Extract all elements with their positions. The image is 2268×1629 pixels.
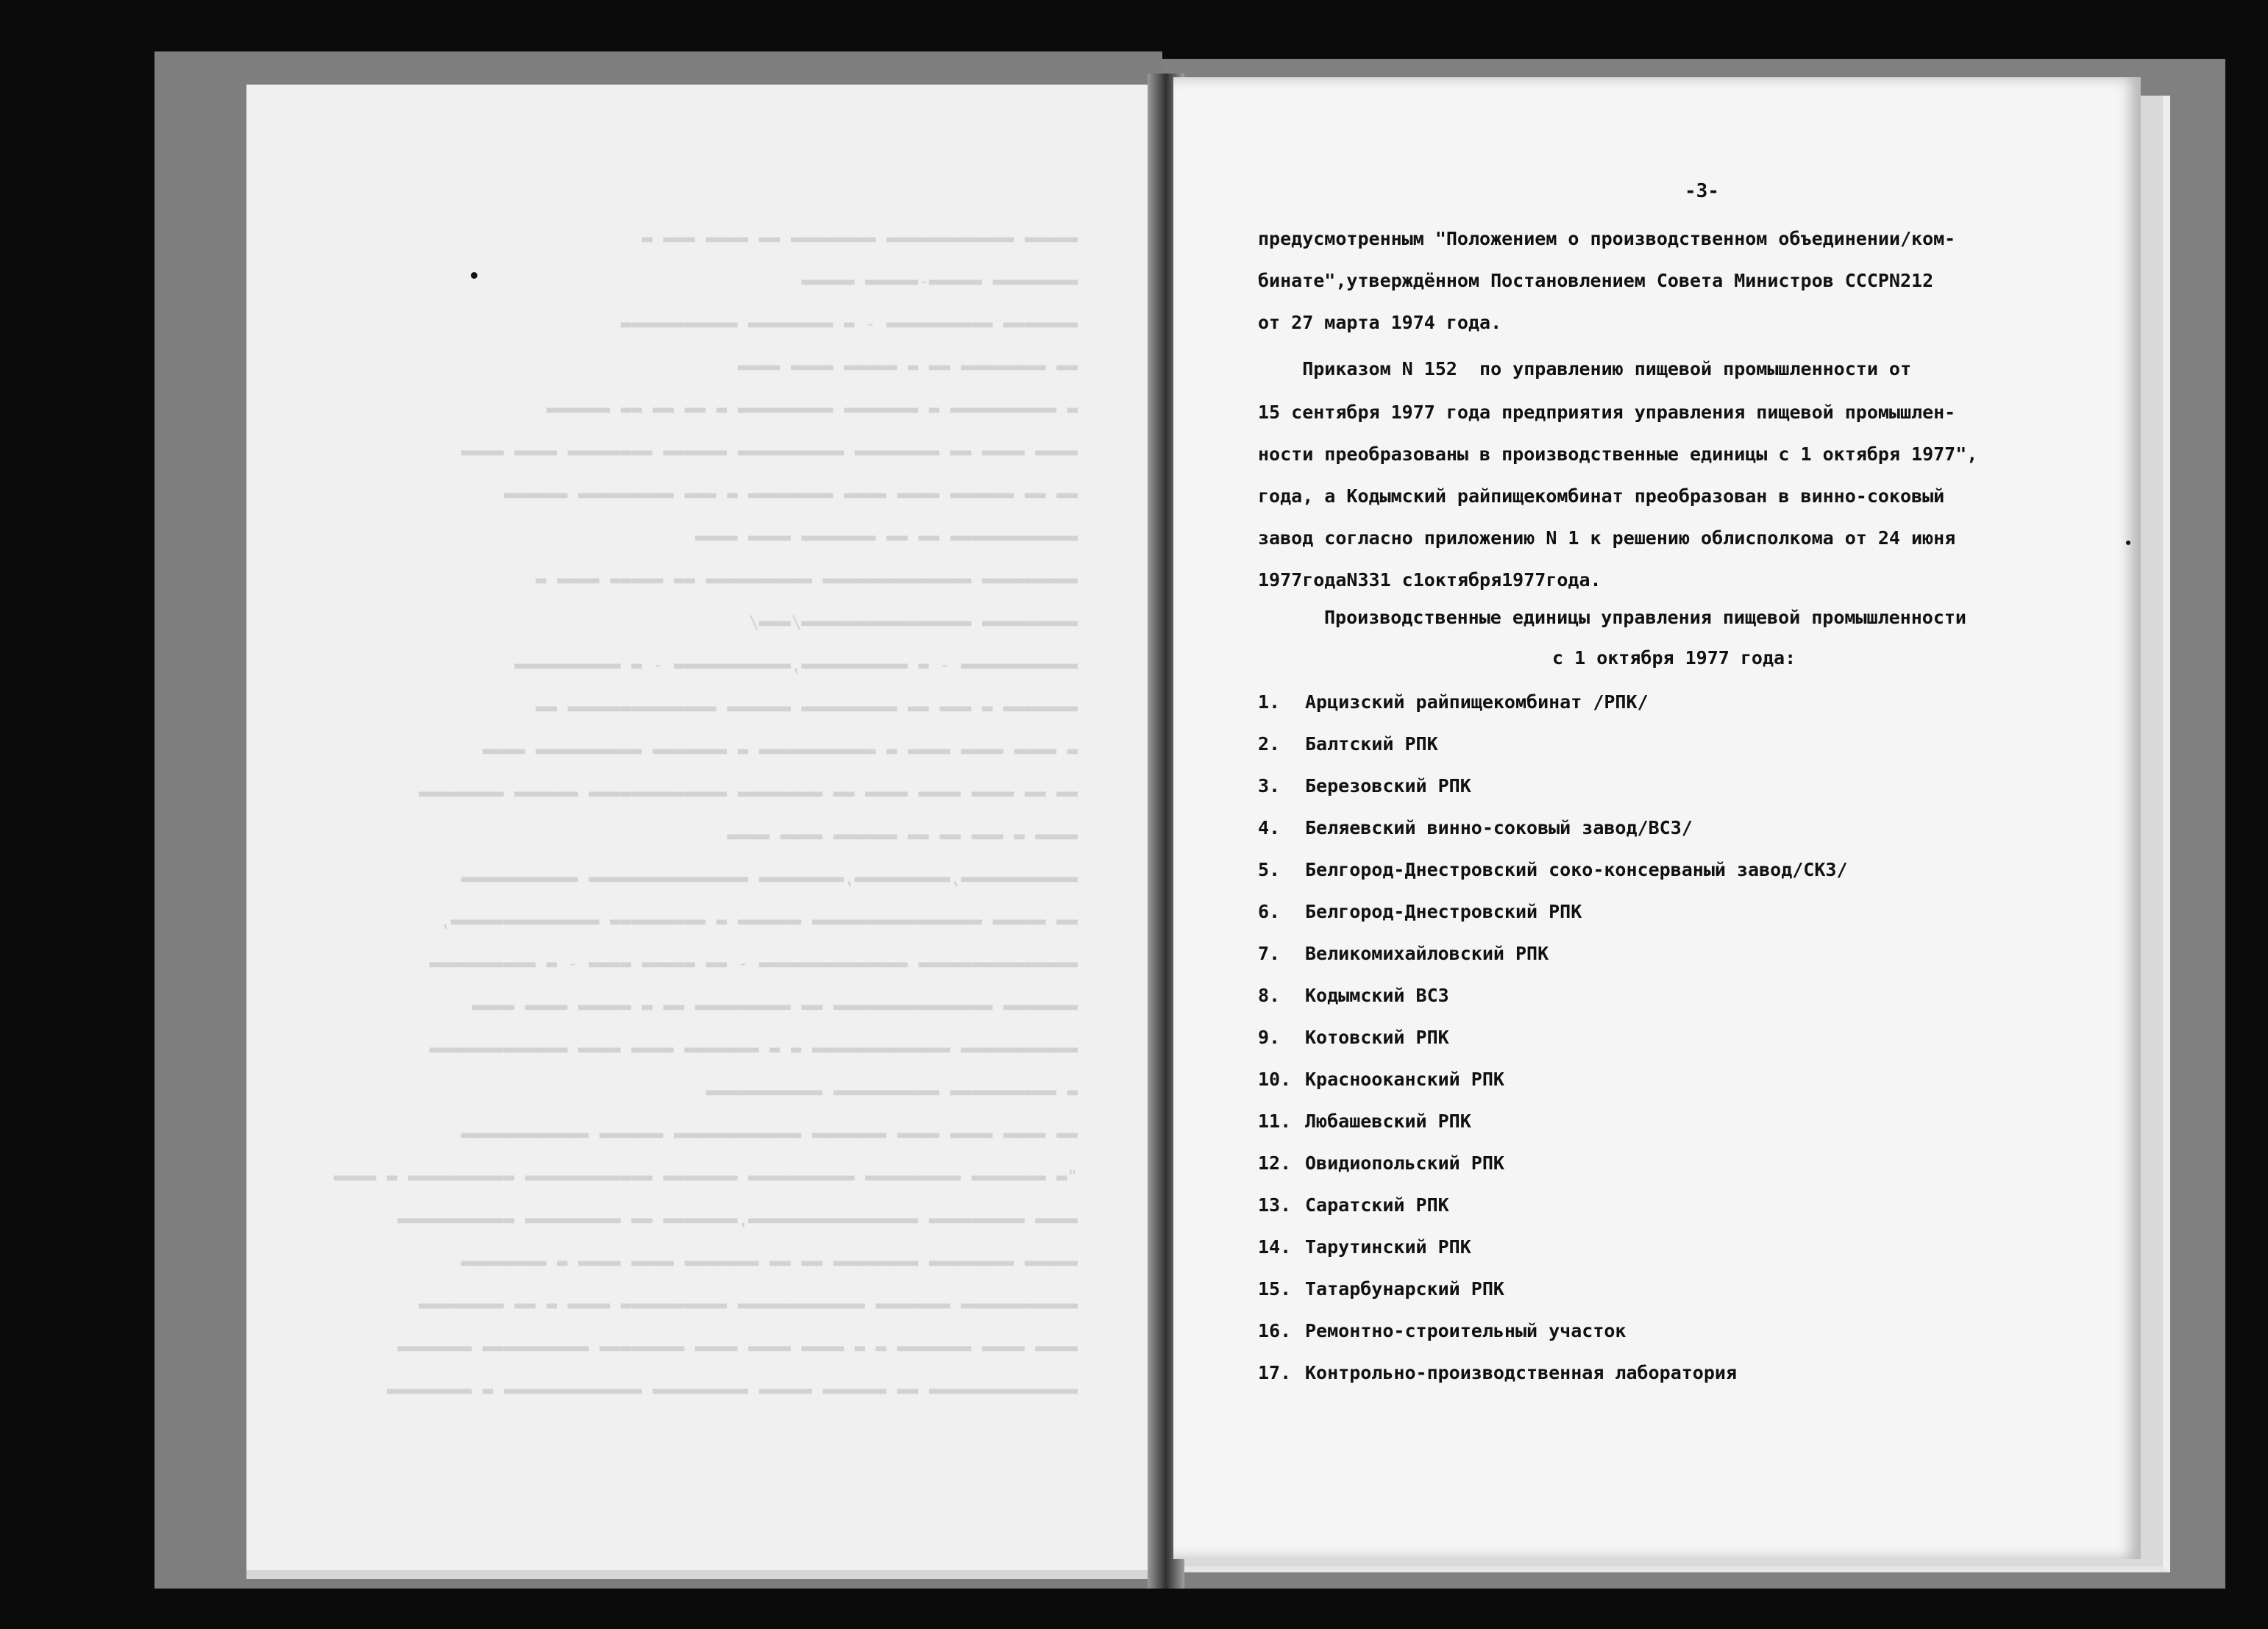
list-item bbox=[1258, 1027, 1449, 1048]
list-item-text: Котовский РПК bbox=[1305, 1027, 1449, 1048]
list-item-number: 11. bbox=[1258, 1111, 1292, 1132]
paragraph-line: бинате",утверждённом Постановлением Совета Министров СССРN212 bbox=[1258, 270, 1934, 291]
list-item-number: 2. bbox=[1258, 733, 1281, 755]
paragraph-line: предусмотренным "Положением о производственном объединении/ком- bbox=[1258, 228, 1956, 249]
list-item bbox=[1258, 1069, 1504, 1090]
list-item bbox=[1258, 817, 1693, 838]
list-item-number: 3. bbox=[1258, 775, 1281, 796]
list-item-number: 12. bbox=[1258, 1152, 1292, 1174]
list-item-text: Березовский РПК bbox=[1305, 775, 1471, 796]
paragraph-line: от 27 марта 1974 года. bbox=[1258, 312, 1502, 333]
list-item-number: 15. bbox=[1258, 1278, 1292, 1300]
list-heading: Производственные единицы управления пищевой промышленности bbox=[1324, 607, 1966, 628]
paragraph-line: ности преобразованы в производственные единицы с 1 октября 1977", bbox=[1258, 443, 1978, 465]
list-item-number: 7. bbox=[1258, 943, 1281, 964]
list-item-text: Контрольно-производственная лаборатория bbox=[1305, 1362, 1737, 1383]
list-item-number: 5. bbox=[1258, 859, 1281, 880]
right-page bbox=[1173, 77, 2141, 1559]
list-item-text: Ремонтно-строительный участок bbox=[1305, 1320, 1627, 1341]
list-item-text: Татарбунарский РПК bbox=[1305, 1278, 1504, 1300]
list-item bbox=[1258, 901, 1582, 922]
list-item-number: 4. bbox=[1258, 817, 1281, 838]
list-item-text: Тарутинский РПК bbox=[1305, 1236, 1471, 1258]
paragraph-line: завод согласно приложению N 1 к решению облисполкома от 24 июня bbox=[1258, 527, 1956, 549]
list-item bbox=[1258, 985, 1449, 1006]
list-item-text: Балтский РПК bbox=[1305, 733, 1438, 755]
list-item-text: Беляевский винно-соковый завод/ВСЗ/ bbox=[1305, 817, 1693, 838]
list-item bbox=[1258, 1362, 1737, 1383]
list-item-text: Овидиопольский РПК bbox=[1305, 1152, 1504, 1174]
list-item bbox=[1258, 1236, 1471, 1258]
list-item-number: 16. bbox=[1258, 1320, 1292, 1341]
list-item-text: Арцизский райпищекомбинат /РПК/ bbox=[1305, 691, 1649, 713]
list-item-number: 13. bbox=[1258, 1194, 1292, 1216]
list-item-text: Великомихайловский РПК bbox=[1305, 943, 1549, 964]
list-item bbox=[1258, 775, 1471, 796]
list-item-number: 8. bbox=[1258, 985, 1281, 1006]
left-page bbox=[246, 85, 1159, 1579]
ink-spot bbox=[2126, 541, 2130, 545]
list-item-number: 6. bbox=[1258, 901, 1281, 922]
paragraph-line: Приказом N 152 по управлению пищевой промышленности от bbox=[1258, 358, 1912, 379]
paragraph-line: 1977годаN331 с1октября1977года. bbox=[1258, 569, 1602, 591]
list-item bbox=[1258, 1320, 1627, 1341]
list-item bbox=[1258, 943, 1549, 964]
list-item bbox=[1258, 691, 1649, 713]
bleed-through-text: ▬▬▬▬▬ ▬▬▬▬▬▬▬▬▬▬▬▬ ▬▬▬▬▬▬▬▬ ▬▬ ▬▬▬▬ ▬▬▬ ▬ ▬▬▬▬▬▬▬▬ ▬▬▬▬▬-▬▬▬▬▬ ▬▬▬▬▬ ▬▬▬▬▬▬▬ ▬▬▬▬▬▬▬▬▬▬ - ▬ ▬▬▬▬▬▬▬▬ ▬▬▬▬▬▬▬▬▬▬▬ ▬▬ ▬▬▬▬▬▬▬▬ ▬▬ ▬ ▬▬▬▬▬ ▬▬▬▬ ▬▬▬▬ ▬ ▬▬▬▬▬▬▬▬▬▬ ▬ ▬▬▬▬▬▬▬ ▬▬▬▬▬▬▬▬▬ ▬ ▬▬ ▬▬ ▬▬ ▬▬▬▬▬▬ ▬▬▬▬ ▬▬▬▬ ▬▬ ▬▬▬▬▬▬▬▬ ▬▬▬▬▬▬▬▬▬▬ ▬▬▬▬▬▬ ▬▬▬▬▬▬▬▬ ▬▬▬▬ ▬▬▬▬ ▬▬ ▬▬ ▬▬▬▬▬▬ ▬▬▬▬ ▬▬▬▬ ▬▬▬▬▬▬▬▬ ▬ ▬▬▬ ▬▬▬▬▬▬▬▬▬ ▬▬▬▬▬▬ ▬▬▬▬▬▬▬▬▬▬▬▬ ▬▬ ▬▬ ▬▬▬▬▬▬▬ ▬▬▬▬ ▬▬▬▬ ▬▬▬▬▬▬▬▬▬ ▬▬▬▬▬▬▬▬▬▬▬▬▬▬ ▬▬▬▬▬▬▬▬▬▬ ▬▬ ▬▬▬▬▬ ▬▬▬▬ ▬ ▬▬▬▬▬▬▬▬▬ ▬▬▬▬▬▬▬▬▬▬▬▬▬▬▬▬/▬▬▬/ ▬▬▬▬▬▬▬▬▬▬▬ - ▬ ▬▬▬▬▬▬▬▬▬▬,▬▬▬▬▬▬▬▬▬▬▬ - ▬ ▬▬▬▬▬▬▬▬▬▬ ▬▬▬▬▬▬▬ ▬ ▬▬▬ ▬▬ ▬▬▬▬▬▬▬▬▬ ▬▬▬▬▬▬ ▬▬▬▬▬▬▬▬▬▬▬▬▬▬ ▬▬ ▬ ▬▬▬▬ ▬▬▬▬ ▬▬▬▬ ▬ ▬▬▬▬▬▬▬▬▬▬▬ ▬ ▬▬▬▬▬▬▬ ▬▬▬▬▬▬▬▬▬▬ ▬▬▬▬ ▬▬ ▬▬ ▬▬▬▬ ▬▬▬▬ ▬▬▬▬ ▬▬ ▬▬▬▬▬▬▬▬ ▬▬▬▬▬▬▬▬▬▬▬▬▬ ▬▬▬▬▬▬ ▬▬▬▬▬▬▬▬ ▬▬▬▬ ▬ ▬▬▬ ▬▬ ▬▬ ▬▬▬▬▬▬ ▬▬▬▬ ▬▬▬▬ ▬▬▬▬▬▬▬▬▬▬▬,▬▬▬▬▬▬▬▬▬,▬▬▬▬▬▬▬▬ ▬▬▬▬▬▬▬▬▬▬▬▬▬▬▬ ▬▬▬▬▬▬▬▬▬▬▬ ▬▬ ▬▬▬▬▬ ▬▬▬▬▬▬▬▬▬▬▬▬▬▬▬▬ ▬▬▬▬▬▬ ▬ ▬▬▬▬▬▬▬▬▬ ▬▬▬▬▬▬▬▬▬▬▬▬▬▬, ▬▬▬▬▬▬▬▬▬▬▬▬▬▬▬ ▬▬▬▬▬▬▬▬▬▬▬▬▬▬ - ▬▬ ▬▬▬▬▬ ▬▬▬▬ - ▬ ▬▬▬▬▬▬▬▬▬▬ ▬▬▬▬▬▬▬ ▬▬▬▬▬▬▬▬▬▬▬▬▬▬▬ ▬▬ ▬▬▬▬▬▬▬▬▬ ▬▬ ▬ ▬▬▬▬▬ ▬▬▬▬ ▬▬▬▬ ▬▬▬▬▬▬▬▬▬▬▬ ▬▬▬▬▬▬▬▬▬▬▬▬▬ ▬ ▬ ▬▬▬▬▬▬▬ ▬▬▬▬ ▬▬▬▬ ▬▬▬▬▬▬▬▬▬▬▬▬▬ ▬ ▬▬▬▬▬▬▬▬▬▬ ▬▬▬▬▬▬▬▬▬▬ ▬▬▬▬▬▬▬▬▬▬▬ ▬▬ ▬▬▬▬ ▬▬▬▬ ▬▬▬▬ ▬▬▬▬▬▬▬ ▬▬▬▬▬▬▬▬▬▬▬▬ ▬▬▬▬▬▬ ▬▬▬▬▬▬▬▬▬▬▬▬ "▬ ▬▬▬▬▬▬▬ ▬▬▬▬▬▬▬▬▬ ▬▬▬▬▬▬▬▬▬▬ ▬▬▬▬▬▬▬ ▬▬▬▬▬▬▬▬▬▬▬▬ ▬▬▬▬▬▬▬▬▬▬ ▬ ▬▬▬▬ ▬▬▬▬ ▬▬▬▬▬▬▬▬▬ ▬▬▬▬▬▬▬▬▬▬▬▬▬▬▬▬,▬▬▬▬▬▬▬ ▬▬ ▬▬▬▬▬▬▬▬▬ ▬▬▬▬▬▬▬▬▬▬▬ ▬▬▬▬▬ ▬▬▬▬▬▬▬▬ ▬▬▬▬▬▬▬▬ ▬▬ ▬▬ ▬▬▬▬▬▬▬ ▬▬▬▬ ▬▬▬▬ ▬ ▬▬▬▬▬▬▬▬ ▬▬▬▬▬▬▬▬▬▬▬ ▬▬▬▬▬▬▬ ▬▬▬▬▬▬▬▬▬▬▬▬ ▬▬▬▬▬▬▬▬▬▬ ▬▬▬▬ ▬ ▬▬ ▬▬▬▬▬▬▬▬ ▬▬▬▬ ▬▬▬▬ ▬▬▬▬▬▬▬ ▬ ▬ ▬▬▬▬ ▬▬▬▬ ▬▬▬▬ ▬▬▬▬▬▬▬▬ ▬▬▬▬▬▬▬▬▬▬ ▬▬▬▬▬▬▬ ▬▬▬▬▬▬▬▬▬▬▬▬▬▬ ▬▬ ▬▬▬▬▬▬ ▬▬▬▬▬ ▬▬▬▬▬▬▬▬▬ ▬▬▬▬▬▬▬▬▬▬▬▬▬ ▬ ▬▬▬▬▬▬▬▬ bbox=[333, 228, 1078, 1400]
list-item-text: Кодымский ВСЗ bbox=[1305, 985, 1449, 1006]
list-item bbox=[1258, 1111, 1471, 1132]
list-item-text: Белгород-Днестровский РПК bbox=[1305, 901, 1582, 922]
paragraph-line: 15 сентября 1977 года предприятия управления пищевой промышлен- bbox=[1258, 402, 1956, 423]
list-item-number: 10. bbox=[1258, 1069, 1292, 1090]
paragraph-line: года, а Кодымский райпищекомбинат преобразован в винно-соковый bbox=[1258, 485, 1945, 507]
list-item-number: 1. bbox=[1258, 691, 1281, 713]
list-item-text: Любашевский РПК bbox=[1305, 1111, 1471, 1132]
list-item-text: Белгород-Днестровский соко-консерваный завод/СКЗ/ bbox=[1305, 859, 1848, 880]
list-item bbox=[1258, 733, 1438, 755]
list-heading: с 1 октября 1977 года: bbox=[1552, 647, 1796, 669]
list-item-number: 17. bbox=[1258, 1362, 1292, 1383]
list-item-number: 14. bbox=[1258, 1236, 1292, 1258]
page-number: -3- bbox=[1685, 180, 1719, 202]
list-item-number: 9. bbox=[1258, 1027, 1281, 1048]
list-item bbox=[1258, 1152, 1504, 1174]
list-item-text: Краснооканский РПК bbox=[1305, 1069, 1504, 1090]
ink-spot bbox=[471, 272, 477, 279]
list-item bbox=[1258, 859, 1848, 880]
list-item-text: Саратский РПК bbox=[1305, 1194, 1449, 1216]
list-item bbox=[1258, 1278, 1504, 1300]
list-item bbox=[1258, 1194, 1449, 1216]
